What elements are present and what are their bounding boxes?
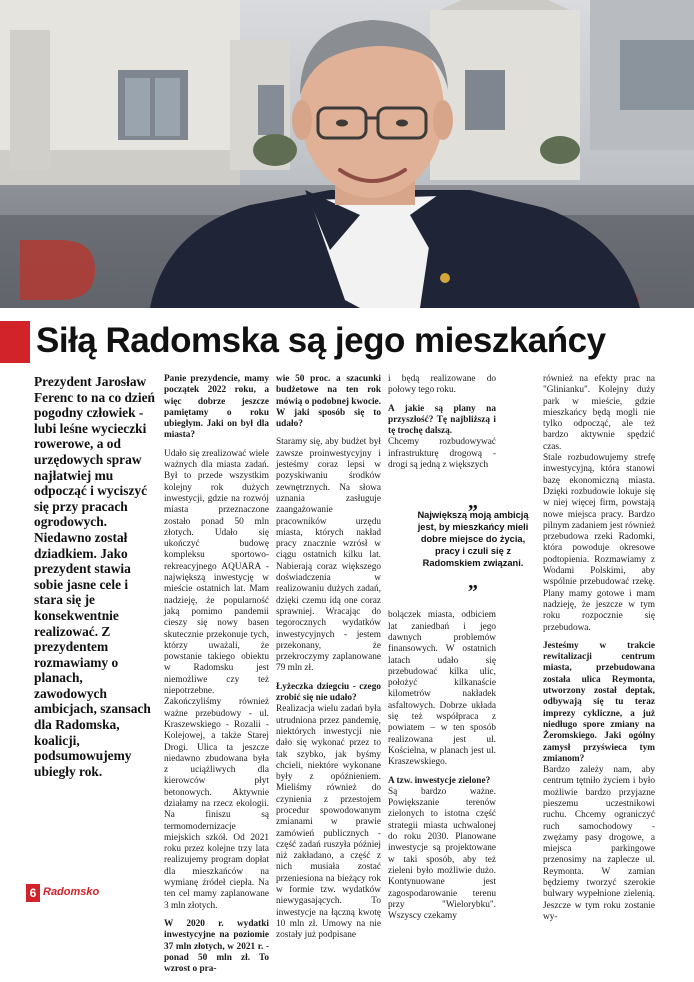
magazine-logo: Radomsko <box>43 886 100 898</box>
question: A tzw. inwestycje zielone? <box>388 775 491 786</box>
text-column-2 <box>276 374 381 949</box>
article-lead: Prezydent Jarosław Ferenc to na co dzień pogodny człowiek - lubi leśne wycieczki rowerowe, a od urzędowych spraw najłatwiej mu odpocząć i wyciszyć się przy pracach ogrodowych. Niedawno został dziadkiem. Jako prezydent stawia sobie jasne cele i stara się je konsekwentnie realizować. Z prezydentem rozmawiamy o planach, zawodowych ambicjach, szansach dla Radomska, koalicji, podsumowujemy ubiegły rok. <box>34 374 155 779</box>
quote-mark-icon: „ <box>468 571 478 593</box>
text-column-3 <box>388 374 496 929</box>
question: Jesteśmy w trakcie rewitalizacji centrum miasta, przebudowana została ulica Reymonta, utworzony został deptak, odbywają się tu teraz imprezy cykliczne, a już niedługo spore zmiany na Żeromskiego. Jaki ogólny zamysł przyświeca tym zmianom? <box>543 640 655 764</box>
answer-paragraph: Bardzo zależy nam, aby centrum tętniło życiem i było możliwie bardzo przyjazne pieszemu uczestnikowi ruchu. Chcemy ograniczyć ruch samochodowy - zwężamy pasy drogowe, a miejsca parkingowe przenosimy na zaplecze ul. Reymonta. W zamian będziemy tworzyć szerokie bulwary wypełnione zielenią. Jeszcze w tym roku zostanie wy- <box>543 765 655 922</box>
portrait-image <box>0 0 694 308</box>
page-footer <box>0 884 694 902</box>
answer-paragraph: Chcemy rozbudowywać infrastrukturę drogową - drogi są jedną z większych <box>388 437 496 471</box>
question: W 2020 r. wydatki inwestycyjne na poziomie 37 mln złotych, w 2021 r. - ponad 50 mln zł. To wzrost o pra- <box>164 918 269 975</box>
answer-paragraph: i będą realizowane do połowy tego roku. <box>388 374 496 396</box>
answer-paragraph: bolączek miasta, odbiciem lat zaniedbań i jego dawnych problemów finansowych. W ostatnich latach udało się przebudować kilka ulic, położyć kilkanaście kilometrów nakładek asfaltowych. Dobrze układa się też współpraca z powiatem – w ten sposób realizowana jest ul. Kościelna, w planach jest ul. Kraszewskiego. <box>388 610 496 768</box>
question: wie 50 proc. a szacunki budżetowe na ten rok mówią o podobnej kwocie. W jaki sposób się to udało? <box>276 374 381 430</box>
article-title: Siłą Radomska są jego mieszkańcy <box>36 321 606 360</box>
question: A jakie są plany na przyszłość? Tę najbliższą i tę trochę dalszą. <box>388 403 496 437</box>
pull-quote <box>414 491 532 593</box>
answer-paragraph: Są bardzo ważne. Powiększanie terenów zielonych to istotna część strategii miasta uchwalonej do roku 2030. Planowane inwestycje są projektowane w taki sposób, aby też zieleni było możliwie dużo. Kontynuowane jest zagospodarowanie terenu przy "Wielorybku". Wszyscy czekamy <box>388 786 496 922</box>
text-column-4 <box>543 374 655 930</box>
answer-paragraph: Staramy się, aby budżet był zawsze proinwestycyjny i jesteśmy coraz lepsi w pozyskiwaniu środków zewnętrznych. Na słowa uznania zasługuje zaangażowanie pracowników urzędu miasta, których nakład pracy znacznie wzrósł w ciągu ostatnich kilku lat. Nabierają coraz większego doświadczenia w realizowaniu dużych zadań, dzięki czemu idą one coraz sprawniej. Wracając do tegorocznych wydatków inwestycyjnych - jestem przekonany, że przekroczymy zaplanowane 79 mln zł. <box>276 437 381 674</box>
page-number: 6 <box>26 884 40 902</box>
answer-paragraph: Udało się zrealizować wiele ważnych dla miasta zadań. Był to przede wszystkim kolejny rok dużych inwestycji, gdzie na rozwój miasta przeznaczone zostało ponad 50 mln złotych. Udało się ukończyć budowę kompleksu sportowo-rekreacyjnego AQUARA - największą inwestycję w mieście ostatnich lat. Mam nadzieję, że popularność jaką pomimo pandemii cieszy się nowy basen skutecznie przekonuje tych, którzy uważali, że powstanie takiego obiektu w Radomsku jest niemożliwe czy też niepotrzebne. Zakończyliśmy również ważne przebudowy - ul. Kraszewskiego - Rozalii - Kolejowej, a także Starej Drogi. Ulica ta jeszcze niedawno zbudowana była z uciążliwych dla kierowców płyt betonowych. Aktywnie działamy na rzecz ekologii. Na finiszu są termomodernizacje miejskich szkół. Od 2021 roku przez kolejne trzy lata realizujemy program dopłat dla mieszkańców na wymianę źródeł ciepła. Na ten cel mamy zaplanowane 3 mln złotych. <box>164 448 269 911</box>
pull-quote-text: Największą moją ambicją jest, by mieszkańcy mieli dobre miejsce do życia, pracy i czuli się z Radomskiem związani. <box>417 510 529 568</box>
title-accent-bar <box>0 321 30 363</box>
question: Panie prezydencie, mamy początek 2022 roku, a więc dobrze jeszcze pamiętamy o roku ubiegłym. Jaki on był dla miasta? <box>164 374 269 441</box>
header-photo <box>0 0 694 308</box>
answer-paragraph: Stale rozbudowujemy strefę inwestycyjną, która stanowi bazę ekonomiczną miasta. Dzięki rozbudowie lokuje się w niej więcej firm, powstają nowe miejsca pracy. Bardzo pilnym zadaniem jest również przebudowa rzeki Radomki, która powoduje okresowe podtopienia. Rozmawiamy z Wodami Polskimi, aby wspólnie przebudować rzekę. Plany mamy gotowe i mam nadzieję, że jeszcze w tym roku rozpocznie się przebudowa. <box>543 453 655 633</box>
quote-mark-icon: „ <box>468 491 478 513</box>
question: Łyżeczka dziegciu - czego zrobić się nie udało? <box>276 681 381 704</box>
answer-paragraph: również na efekty prac na "Glinianku". Kolejny duży park w mieście, gdzie mieszkańcy będą mogli nie tylko odpocząć, ale też bardzo aktywnie spędzić czas. <box>543 374 655 452</box>
answer-paragraph: Realizacja wielu zadań była utrudniona przez pandemię, niektórych inwestycji nie dało się wykonać przez to tak szybko, jak byśmy chcieli, niektóre wykonane były z opóźnieniem. Mieliśmy również do czynienia z przestojem procedur spowodowanym zmianami w prawie zamówień publicznych - część zadań ruszyła później niż zakładano, a część z nich musiała zostać przeniesiona na bieżący rok w formie tzw. wydatków niewygasających. To inwestycje na łączną kwotę 10 mln zł. Umowy na nie zostały już podpisane <box>276 704 381 941</box>
